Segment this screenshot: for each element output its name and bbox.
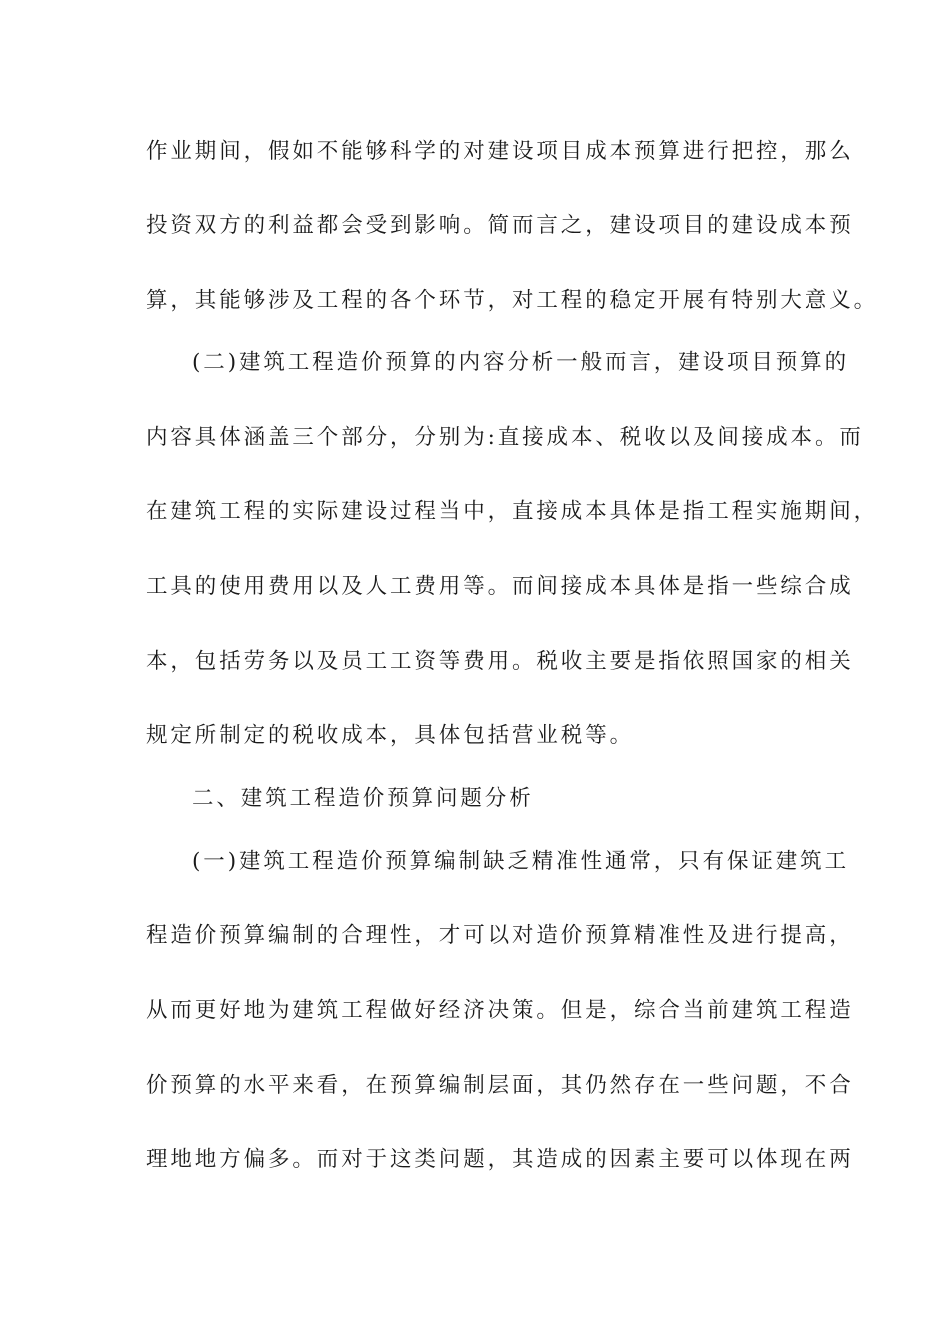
paragraph-line: 理地地方偏多。而对于这类问题，其造成的因素主要可以体现在两: [146, 1147, 854, 1172]
paragraph-line: 在建筑工程的实际建设过程当中，直接成本具体是指工程实施期间，: [146, 499, 879, 524]
paragraph-line: 内容具体涵盖三个部分，分别为:直接成本、税收以及间接成本。而: [146, 425, 864, 450]
paragraph-line: 价预算的水平来看，在预算编制层面，其仍然存在一些问题，不合: [146, 1073, 854, 1098]
paragraph-line: 从而更好地为建筑工程做好经济决策。但是，综合当前建筑工程造: [146, 998, 854, 1023]
paragraph-line: (二)建筑工程造价预算的内容分析一般而言，建设项目预算的: [192, 350, 849, 375]
paragraph-line: 规定所制定的税收成本，具体包括营业税等。: [146, 723, 635, 748]
paragraph-line: 程造价预算编制的合理性，才可以对造价预算精准性及进行提高，: [146, 923, 854, 948]
paragraph-line: 算，其能够涉及工程的各个环节，对工程的稳定开展有特别大意义。: [146, 288, 879, 313]
paragraph-line: 工具的使用费用以及人工费用等。而间接成本具体是指一些综合成: [146, 574, 854, 599]
section-heading: 二、建筑工程造价预算问题分析: [192, 786, 534, 811]
paragraph-line: (一)建筑工程造价预算编制缺乏精准性通常，只有保证建筑工: [192, 849, 849, 874]
paragraph-line: 投资双方的利益都会受到影响。简而言之，建设项目的建设成本预: [146, 213, 854, 238]
paragraph-line: 本，包括劳务以及员工工资等费用。税收主要是指依照国家的相关: [146, 649, 854, 674]
paragraph-line: 作业期间，假如不能够科学的对建设项目成本预算进行把控，那么: [146, 139, 854, 164]
